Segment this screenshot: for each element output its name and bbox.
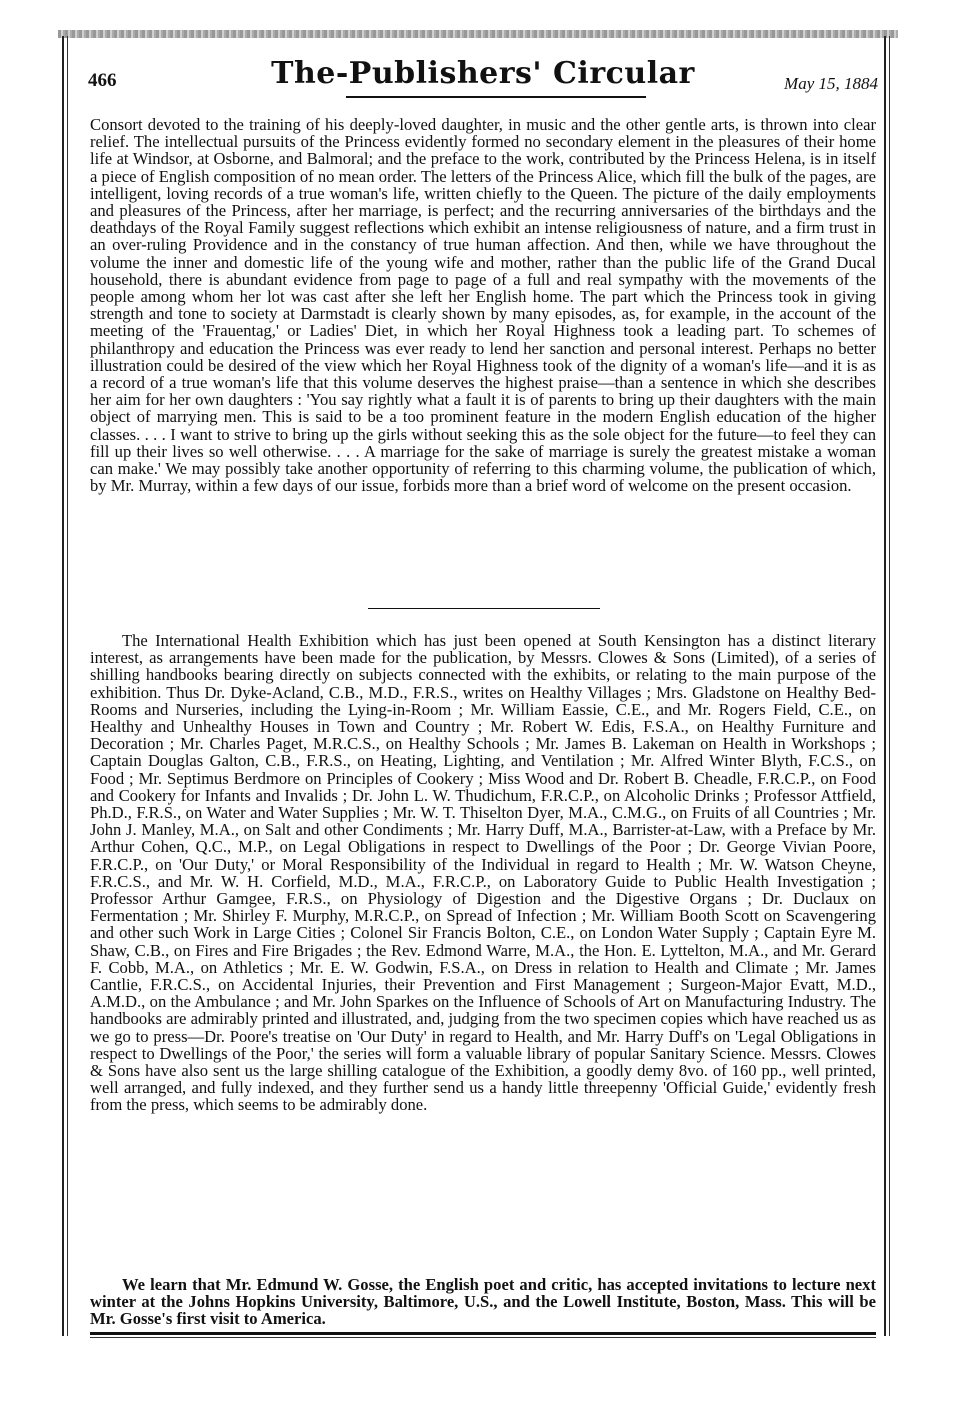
header-underline — [346, 96, 646, 98]
article-paragraph: Consort devoted to the training of his deeply-loved daughter, in music and the other gentle arts, is thrown into clear relief. The intellectual pursuits of the Princess evidently formed no secondary element in the pleasures of their home life at Windsor, at Osborne, and Balmoral; and the preface to the work, contributed by the Princess Helena, is in itself a piece of English composition of no mean order. The letters of the Princess Alice, which fill the bulk of the pages, are intelligent, loving records of a true woman's life, written chiefly to the Queen. The picture of the daily employments and pleasures of the Princess, after her marriage, is perfect; and the recurring anniversaries of the birthdays and the deathdays of the Royal Family suggest reflections which exhibit an intense religiousness of nature, and a firm trust in an over-ruling Providence and in the constancy of true human affection. And then, while we have throughout the volume the inner and domestic life of the young wife and mother, rather than the public life of the Grand Ducal household, there is abundant evidence from page to page of a full and real sympathy with the movements of the people among whom her lot was cast after she left her English home. The part which the Princess took in giving strength and tone to society at Darmstadt is clearly shown by many episodes, as, for example, in the account of the meeting of the 'Frauentag,' or Ladies' Diet, in which her Royal Highness took a leading part. To schemes of philanthropy and education the Princess was ever ready to lend her sanction and personal interest. Perhaps no better illustration could be desired of the view which her Royal Highness took of the dignity of a woman's life—and it is as a record of a true woman's life that this volume deserves the highest praise—than a sentence in which she describes her aim for her own daughters : 'You say rightly what a fault it is of parents to bring up their daughters with the main object of marrying men. This is said to be a too prominent feature in the modern English education of the higher classes. . . . I want to strive to bring up the girls without seeking this as the sole object for the future—to feel they can fill up their lives so well otherwise. . . . A marriage for the sake of marriage is surely the greatest mistake a woman can make.' We may possibly take another opportunity of referring to this charming volume, the publication of which, by Mr. Murray, within a few days of our issue, forbids more than a brief word of welcome on the present occasion. — [90, 115, 876, 496]
page-header — [88, 56, 878, 100]
bottom-border-rule — [90, 1332, 876, 1335]
page-number: 466 — [88, 70, 117, 91]
section-divider — [368, 608, 600, 609]
article-gosse — [90, 1276, 876, 1328]
top-border-band — [58, 30, 898, 38]
article-paragraph: We learn that Mr. Edmund W. Gosse, the English poet and critic, has accepted invitations to lecture next winter at the Johns Hopkins University, Baltimore, U.S., and the Lowell Institute, Boston, Mass. This will be Mr. Gosse's first visit to America. — [90, 1275, 876, 1329]
journal-title: The-Publishers' Circular — [271, 56, 695, 91]
article-princess-alice — [90, 116, 876, 494]
bottom-border-rule-thin — [90, 1337, 876, 1338]
article-paragraph: The International Health Exhibition which has just been opened at South Kensington has a distinct literary interest, as arrangements have been made for the publication, by Messrs. Clowes & Sons (Limited), of a series of shilling handbooks bearing directly on subjects connected with the exhibits, or relating to the main purpose of the exhibition. Thus Dr. Dyke-Acland, C.B., M.D., F.R.S., writes on Healthy Villages ; Mrs. Gladstone on Healthy Bed-Rooms and Nurseries, including the Lying-in-Room ; Mr. William Eassie, C.E., and Mr. Rogers Field, C.E., on Healthy and Unhealthy Houses in Town and Country ; Mr. Robert W. Edis, F.S.A., on Healthy Furniture and Decoration ; Mr. Charles Paget, M.R.C.S., on Healthy Schools ; Mr. James B. Lakeman on Health in Workshops ; Captain Douglas Galton, C.B., F.R.S., on Heating, Lighting, and Ventilation ; Mr. Alfred Winter Blyth, F.C.S., on Food ; Mr. Septimus Berdmore on Principles of Cookery ; Miss Wood and Dr. Robert B. Cheadle, F.R.C.P., on Food and Cookery for Infants and Invalids ; Dr. John L. W. Thudichum, F.R.C.P., on Alcoholic Drinks ; Professor Attfield, Ph.D., F.R.S., on Water and Water Supplies ; Mr. W. T. Thiselton Dyer, M.A., C.M.G., on Fruits of all Countries ; Mr. John J. Manley, M.A., on Salt and other Condiments ; Mr. Harry Duff, M.A., Barrister-at-Law, with a Preface by Mr. Arthur Cohen, Q.C., M.P., on Legal Obligations in respect to Dwellings of the Poor ; Dr. George Vivian Poore, F.R.C.P., on 'Our Duty,' or Moral Responsibility of the Individual in regard to Health ; Mr. W. Watson Cheyne, F.R.C.S., and Mr. W. H. Corfield, M.D., M.A., F.R.C.P., on Laboratory Guide to Public Health Investigation ; Professor Arthur Gamgee, F.R.S., on Physiology of Digestion and the Digestive Organs ; Dr. Duclaux on Fermentation ; Mr. Shirley F. Murphy, M.R.C.P., on Spread of Infection ; Mr. William Booth Scott on Scavengering and other such Work in Large Cities ; Colonel Sir Francis Bolton, C.E., on London Water Supply ; Captain Eyre M. Shaw, C.B., on Fires and Fire Brigades ; the Rev. Edmond Warre, M.A., the Hon. E. Lyttelton, M.A., and Mr. Gerard F. Cobb, M.A., on Athletics ; Mr. E. W. Godwin, F.S.A., on Dress in relation to Health and Climate ; Mr. James Cantlie, F.R.C.S., on Accidental Injuries, their Prevention and First Management ; Surgeon-Major Evatt, M.D., A.M.D., on the Ambulance ; and Mr. John Sparkes on the Influence of Schools of Art on Manufacturing Industry. The handbooks are admirably printed and illustrated, and, judging from the two specimen copies which have reached us as we go to press—Dr. Poore's treatise on 'Our Duty' in regard to Health, and Mr. Harry Duff's on 'Legal Obligations in respect to Dwellings of the Poor,' the series will form a valuable library of popular Sanitary Science. Messrs. Clowes & Sons have also sent us the large shilling catalogue of the Exhibition, a goodly demy 8vo. of 160 pp., well printed, well arranged, and fully indexed, and they further send us a handy little threepenny 'Official Guide,' evidently fresh from the press, which seems to be admirably done. — [90, 631, 876, 1115]
left-border-rule-inner — [67, 36, 68, 1336]
right-border-rule-inner — [889, 36, 890, 1336]
issue-date: May 15, 1884 — [784, 74, 878, 93]
left-border-rule — [62, 36, 64, 1336]
right-border-rule — [884, 36, 886, 1336]
article-health-exhibition — [90, 632, 876, 1114]
